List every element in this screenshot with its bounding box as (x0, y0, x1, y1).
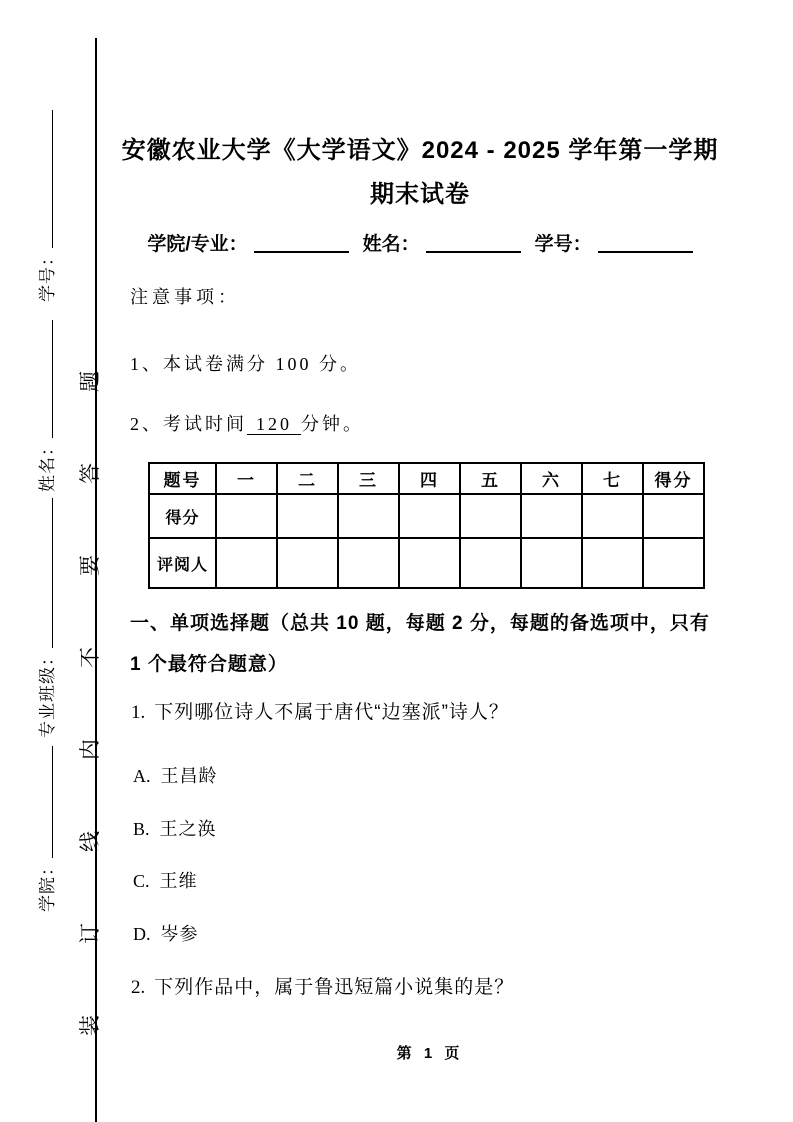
question-2-number: 2. (131, 977, 146, 998)
score-cell-empty (216, 494, 277, 538)
reviewer-cell-empty (277, 538, 338, 588)
student-info-line (100, 229, 740, 256)
notes-heading: 注意事项： (130, 287, 240, 307)
note-2-prefix: 2、考试时间 (130, 414, 247, 434)
option-c-key: C. (133, 871, 150, 891)
section-1-heading: 一、单项选择题（总共 10 题，每题 2 分，每题的备选项中，只有 1 个最符合题意） (130, 613, 710, 675)
score-cell-empty (582, 494, 643, 538)
score-table-header-col-3: 三 (338, 463, 399, 494)
reviewer-cell-empty (521, 538, 582, 588)
score-table-header-col-5: 五 (460, 463, 521, 494)
margin-student-info (20, 130, 60, 912)
reviewer-cell-empty (643, 538, 704, 588)
reviewer-cell-empty (399, 538, 460, 588)
note-item-1: 1、本试卷满分 100 分。 (130, 354, 361, 374)
score-table-row-reviewer (149, 538, 704, 588)
info-label-student-id: 学号： (534, 234, 592, 255)
question-1-option-a (133, 762, 218, 788)
question-1-number: 1. (131, 702, 146, 723)
score-table-header-col-4: 四 (399, 463, 460, 494)
margin-field-label-student-id: 学号： (38, 248, 57, 302)
question-2 (131, 972, 514, 999)
page-number: 第 1 页 (396, 1045, 464, 1062)
option-b-text: 王之涣 (159, 819, 217, 839)
reviewer-cell-empty (338, 538, 399, 588)
info-label-college-major: 学院/专业： (147, 234, 248, 255)
note-item-2 (130, 410, 364, 436)
score-table-header-col-1: 一 (216, 463, 277, 494)
option-c-text: 王维 (159, 871, 198, 891)
score-cell-empty (643, 494, 704, 538)
option-a-text: 王昌龄 (160, 766, 218, 786)
option-d-text: 岑参 (160, 924, 199, 944)
margin-field-blank-name (34, 320, 53, 438)
margin-field-blank-student-id (34, 110, 53, 248)
reviewer-cell-empty (460, 538, 521, 588)
score-cell-empty (338, 494, 399, 538)
info-label-name: 姓名： (362, 234, 420, 255)
score-table-header-question-no: 题号 (149, 463, 216, 494)
note-2-exam-duration: 120 (247, 414, 301, 435)
margin-field-blank-college (34, 746, 53, 858)
question-1-option-b (133, 815, 217, 841)
score-cell-empty (460, 494, 521, 538)
reviewer-row-label: 评阅人 (149, 538, 216, 588)
exam-title-line1: 安徽农业大学《大学语文》2024 - 2025 学年第一学期 (121, 137, 719, 164)
question-1 (131, 697, 509, 724)
info-blank-student-id (598, 232, 693, 253)
option-d-key: D. (133, 924, 151, 944)
question-1-text: 下列哪位诗人不属于唐代“边塞派”诗人？ (154, 702, 509, 723)
margin-field-label-major-class: 专业班级： (38, 648, 57, 738)
score-table-header-col-7: 七 (582, 463, 643, 494)
info-blank-college-major (254, 232, 349, 253)
margin-field-label-name: 姓名： (38, 438, 57, 492)
score-table-row-score (149, 494, 704, 538)
score-table (148, 462, 705, 589)
binding-text: 装订线内不要答题 (78, 300, 102, 1036)
score-cell-empty (277, 494, 338, 538)
note-2-suffix: 分钟。 (301, 414, 364, 434)
score-table-header-col-6: 六 (521, 463, 582, 494)
score-table-header-row (149, 463, 704, 494)
score-table-header-score: 得分 (643, 463, 704, 494)
exam-title-line2: 期末试卷 (370, 181, 470, 208)
question-1-option-c (133, 867, 198, 893)
margin-field-label-college: 学院： (38, 858, 57, 912)
question-2-text: 下列作品中，属于鲁迅短篇小说集的是？ (154, 977, 515, 998)
reviewer-cell-empty (582, 538, 643, 588)
question-1-option-d (133, 920, 199, 946)
option-a-key: A. (133, 766, 151, 786)
score-cell-empty (399, 494, 460, 538)
option-b-key: B. (133, 819, 150, 839)
info-blank-name (426, 232, 521, 253)
margin-field-blank-major-class (34, 498, 53, 648)
score-cell-empty (521, 494, 582, 538)
reviewer-cell-empty (216, 538, 277, 588)
score-table-header-col-2: 二 (277, 463, 338, 494)
score-row-label: 得分 (149, 494, 216, 538)
